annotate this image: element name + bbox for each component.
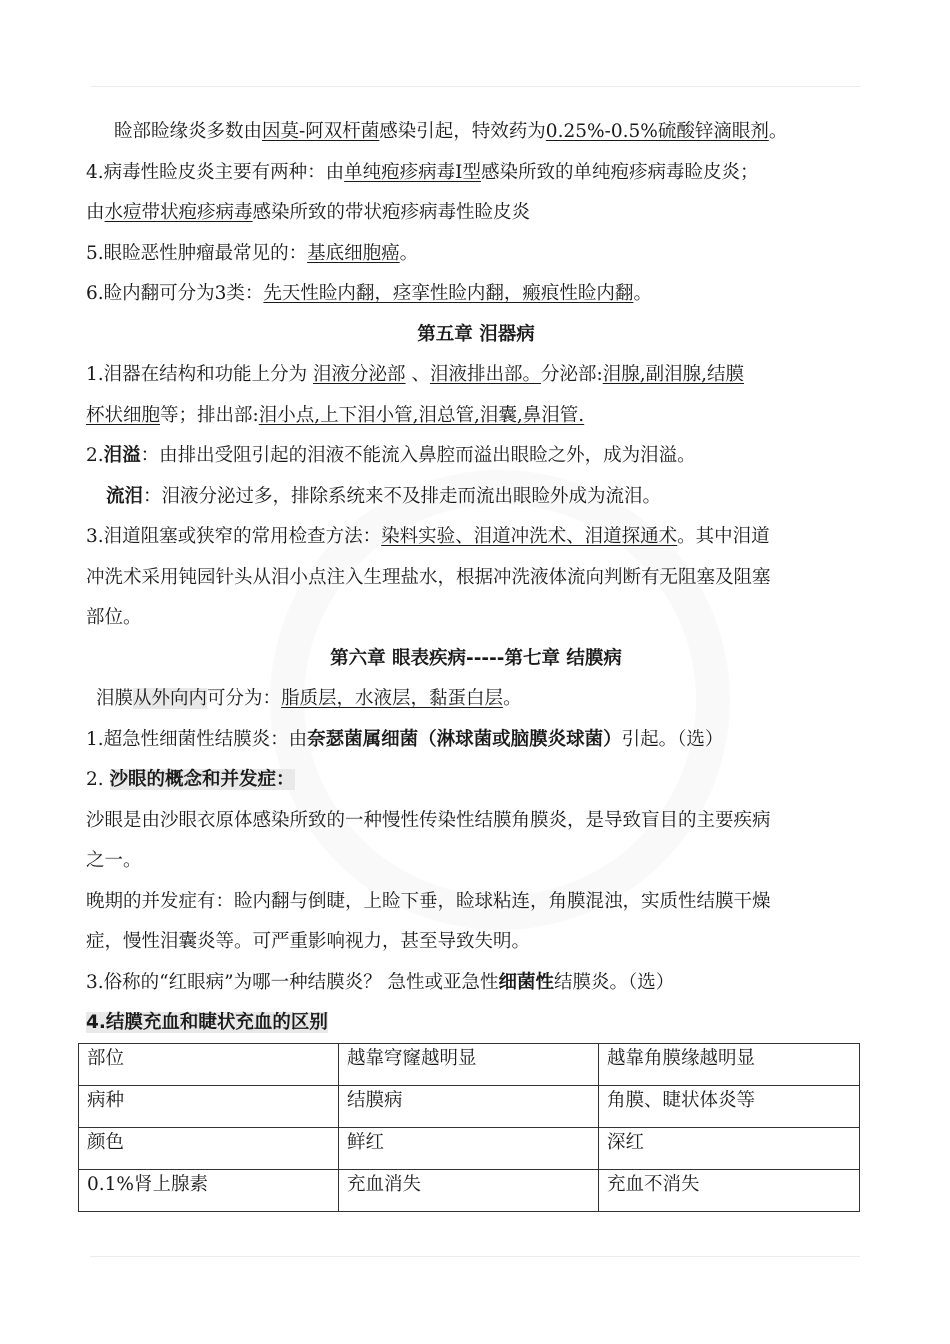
bold-term: 4.结膜充血和睫状充血的区别 (86, 1012, 328, 1033)
chapter-heading: 第五章 泪器病 (417, 323, 535, 345)
paragraph (86, 679, 866, 720)
text: 可分为： (207, 688, 282, 709)
underlined-text: 先天性睑内翻，痉挛性睑内翻，瘢痕性睑内翻 (263, 283, 634, 304)
text: 2. (86, 445, 104, 466)
paragraph (86, 153, 866, 194)
section-heading (86, 760, 866, 801)
chapter-heading: 第六章 眼表疾病-----第七章 结膜病 (330, 647, 622, 669)
paragraph: 晚期的并发症有：睑内翻与倒睫，上睑下垂，睑球粘连，角膜混浊，实质性结膜干燥 (86, 890, 771, 912)
table-cell: 越靠穹窿越明显 (339, 1044, 599, 1086)
paragraph (86, 112, 866, 153)
document-body (86, 112, 866, 1044)
underlined-text: 泪液排出部。 (429, 364, 541, 385)
table-cell: 角膜、睫状体炎等 (599, 1086, 860, 1128)
text: 引起。（选） (621, 728, 724, 750)
table-cell: 充血不消失 (599, 1170, 860, 1212)
table-cell: 颜色 (79, 1128, 339, 1170)
underlined-text: 染料实验、泪道冲洗术、泪道探通术 (381, 526, 678, 547)
paragraph (86, 234, 866, 275)
underlined-text: 0.25%-0.5%硫酸锌滴眼剂 (545, 121, 769, 142)
bottom-rule (90, 1256, 860, 1257)
paragraph: 之一。 (86, 850, 142, 871)
table-row (79, 1128, 860, 1170)
text: 5.眼睑恶性肿瘤最常见的： (86, 242, 308, 264)
paragraph (86, 517, 866, 558)
text: 2. (86, 769, 110, 790)
bold-term: 流泪 (106, 485, 144, 507)
table-cell: 结膜病 (339, 1086, 599, 1128)
table-row (79, 1170, 860, 1212)
comparison-table (78, 1043, 860, 1212)
text: 3.泪道阻塞或狭窄的常用检查方法： (86, 526, 382, 547)
text: 。 (399, 242, 419, 264)
underlined-text: 泪腺,副泪腺,结膜 (602, 364, 744, 385)
table-cell: 鲜红 (339, 1128, 599, 1170)
underlined-text: 脂质层，水液层，黏蛋白层 (281, 688, 504, 709)
paragraph (86, 355, 866, 396)
text: ：泪液分泌过多，排除系统来不及排走而流出眼睑外成为流泪。 (143, 485, 662, 507)
text: 。 (503, 688, 522, 709)
text: ：由排出受阻引起的泪液不能流入鼻腔而溢出眼睑之外，成为泪溢。 (140, 445, 696, 466)
underlined-text: 泪液分泌部 (313, 364, 406, 385)
highlighted-text: 从外向内 (133, 688, 208, 709)
bold-term: 奈瑟菌属细菌（淋球菌或脑膜炎球菌） (307, 728, 622, 750)
underlined-text: 因莫-阿双杆菌 (262, 121, 380, 142)
table-row (79, 1044, 860, 1086)
paragraph (86, 720, 866, 761)
text: 1.泪器在结构和功能上分为 (86, 364, 314, 385)
text: 。 (768, 121, 788, 142)
table-cell: 病种 (79, 1086, 339, 1128)
text: 分泌部: (540, 364, 603, 385)
paragraph (86, 396, 866, 437)
paragraph (86, 477, 866, 518)
text: 4.病毒性睑皮炎主要有两种：由 (86, 161, 345, 183)
text: 。其中泪道 (677, 526, 770, 547)
table-cell: 越靠角膜缘越明显 (599, 1044, 860, 1086)
paragraph: 沙眼是由沙眼衣原体感染所致的一种慢性传染性结膜角膜炎，是导致盲目的主要疾病 (86, 809, 771, 831)
table-cell: 部位 (79, 1044, 339, 1086)
text: 等；排出部: (160, 404, 259, 426)
underlined-text: 基底细胞癌 (307, 242, 400, 264)
text: 感染所致的单纯疱疹病毒睑皮炎； (480, 161, 759, 183)
text: 、 (405, 364, 430, 385)
text: 泪膜 (96, 688, 134, 709)
paragraph: 冲洗术采用钝园针头从泪小点注入生理盐水，根据冲洗液体流向判断有无阻塞及阻塞 (86, 566, 771, 588)
paragraph (86, 963, 866, 1004)
text: 睑部睑缘炎多数由 (114, 121, 263, 142)
underlined-text: 杯状细胞 (86, 404, 161, 426)
paragraph (86, 274, 866, 315)
table-cell: 充血消失 (339, 1170, 599, 1212)
text: 3.俗称的“红眼病”为哪一种结膜炎？ 急性或亚急性 (86, 971, 499, 993)
table-cell: 0.1%肾上腺素 (79, 1170, 339, 1212)
table-cell: 深红 (599, 1128, 860, 1170)
text: 感染所致的带状疱疹病毒性睑皮炎 (252, 202, 531, 223)
underlined-text: 水痘带状疱疹病毒 (104, 202, 253, 223)
paragraph: 部位。 (86, 607, 142, 628)
text: 感染引起，特效药为 (379, 121, 546, 142)
text: 1.超急性细菌性结膜炎：由 (86, 728, 308, 750)
text: 。 (633, 283, 652, 304)
underlined-text: 泪小点,上下泪小管,泪总管,泪囊,鼻泪管. (258, 404, 585, 426)
underlined-text: 单纯疱疹病毒Ⅰ型 (344, 161, 481, 183)
text: 6.睑内翻可分为3类： (86, 283, 264, 304)
paragraph (86, 193, 866, 234)
text: 结膜炎。（选） (553, 971, 675, 993)
paragraph (86, 436, 866, 477)
bold-term: 沙眼的概念和并发症： (109, 769, 295, 790)
section-heading (86, 1003, 866, 1044)
bold-term: 细菌性 (498, 971, 554, 993)
bold-term: 泪溢 (103, 445, 141, 466)
table-row (79, 1086, 860, 1128)
top-rule (90, 86, 860, 87)
paragraph: 症，慢性泪囊炎等。可严重影响视力，甚至导致失明。 (86, 931, 531, 952)
text: 由 (86, 202, 105, 223)
